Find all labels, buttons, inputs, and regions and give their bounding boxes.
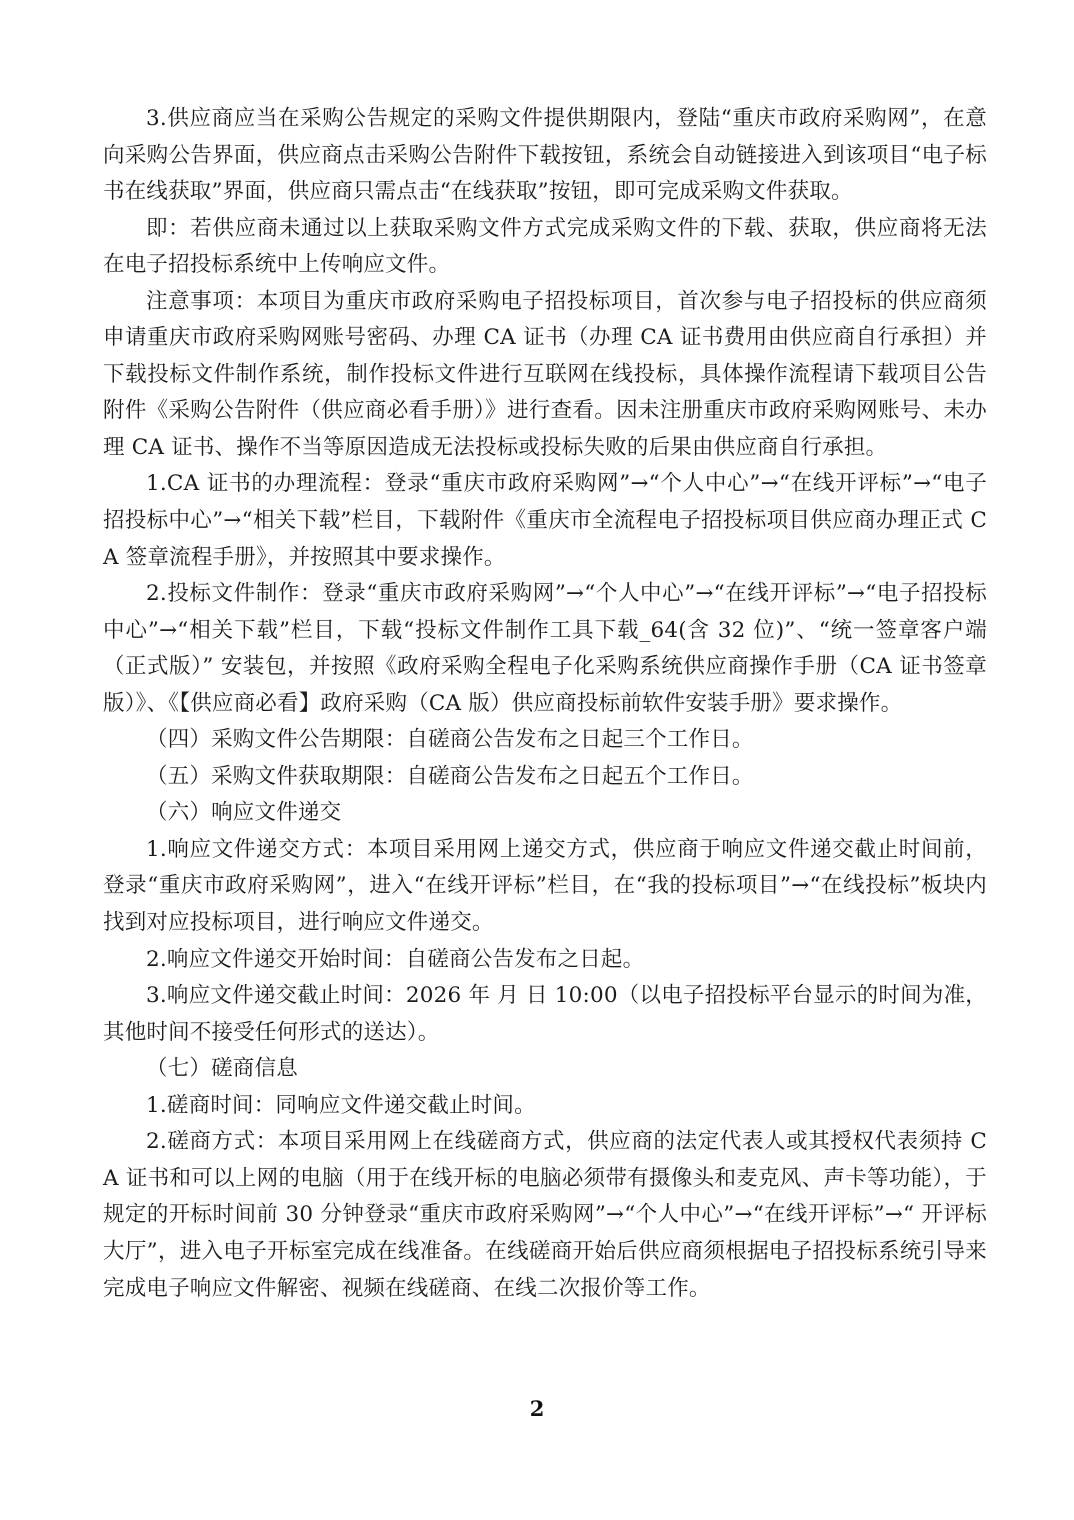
paragraph: 2.响应文件递交开始时间：自磋商公告发布之日起。 <box>146 946 645 972</box>
paragraph: 1.磋商时间：同响应文件递交截止时间。 <box>146 1092 536 1118</box>
paragraph: （六）响应文件递交 <box>146 800 342 826</box>
paragraph: 2.投标文件制作：登录“重庆市政府采购网”→“个人中心”→“在线开评标”→“电子招投标中心”→“相关下载”栏目，下载“投标文件制作工具下载_64(含 32 位)”、“统一签章客户端（正式版）” 安装包，并按照《政府采购全程电子化采购系统供应商操作手册（CA 证书签章版）》、《【供应商必看】政府采购（CA 版）供应商投标前软件安装手册》要求操作。 <box>103 581 987 716</box>
paragraph: 即：若供应商未通过以上获取采购文件方式完成采购文件的下载、获取，供应商将无法在电子招投标系统中上传响应文件。 <box>103 215 987 278</box>
paragraph: 1.CA 证书的办理流程：登录“重庆市政府采购网”→“个人中心”→“在线开评标”→“电子招投标中心”→“相关下载”栏目，下载附件《重庆市全流程电子招投标项目供应商办理正式 CA 签章流程手册》，并按照其中要求操作。 <box>103 471 987 570</box>
paragraph: （五）采购文件获取期限：自磋商公告发布之日起五个工作日。 <box>146 763 754 789</box>
document-body <box>103 101 987 1307</box>
paragraph: 2.磋商方式：本项目采用网上在线磋商方式，供应商的法定代表人或其授权代表须持 CA 证书和可以上网的电脑（用于在线开标的电脑必须带有摄像头和麦克风、声卡等功能），于规定的开标时间前 30 分钟登录“重庆市政府采购网”→“个人中心”→“在线开评标”→“ 开评标大厅”，进入电子开标室完成在线准备。在线磋商开始后供应商须根据电子招投标系统引导来完成电子响应文件解密、视频在线磋商、在线二次报价等工作。 <box>103 1129 987 1301</box>
paragraph: （四）采购文件公告期限：自磋商公告发布之日起三个工作日。 <box>146 727 754 753</box>
page-number: 2 <box>529 1396 545 1421</box>
paragraph: 3.供应商应当在采购公告规定的采购文件提供期限内，登陆“重庆市政府采购网”，在意向采购公告界面，供应商点击采购公告附件下载按钮，系统会自动链接进入到该项目“电子标书在线获取”界面，供应商只需点击“在线获取”按钮，即可完成采购文件获取。 <box>103 106 987 205</box>
paragraph: 3.响应文件递交截止时间：2026 年 月 日 10:00（以电子招投标平台显示的时间为准，其他时间不接受任何形式的送达）。 <box>103 983 987 1045</box>
paragraph: 1.响应文件递交方式：本项目采用网上递交方式，供应商于响应文件递交截止时间前，登录“重庆市政府采购网”，进入“在线开评标”栏目，在“我的投标项目”→“在线投标”板块内找到对应投标项目，进行响应文件递交。 <box>103 836 987 936</box>
paragraph: （七）磋商信息 <box>146 1056 298 1082</box>
paragraph: 注意事项：本项目为重庆市政府采购电子招投标项目，首次参与电子招投标的供应商须申请重庆市政府采购网账号密码、办理 CA 证书（办理 CA 证书费用由供应商自行承担）并下载投标文件制作系统，制作投标文件进行互联网在线投标，具体操作流程请下载项目公告附件《采购公告附件（供应商必看手册）》进行查看。因未注册重庆市政府采购网账号、未办理 CA 证书、操作不当等原因造成无法投标或投标失败的后果由供应商自行承担。 <box>103 288 987 460</box>
